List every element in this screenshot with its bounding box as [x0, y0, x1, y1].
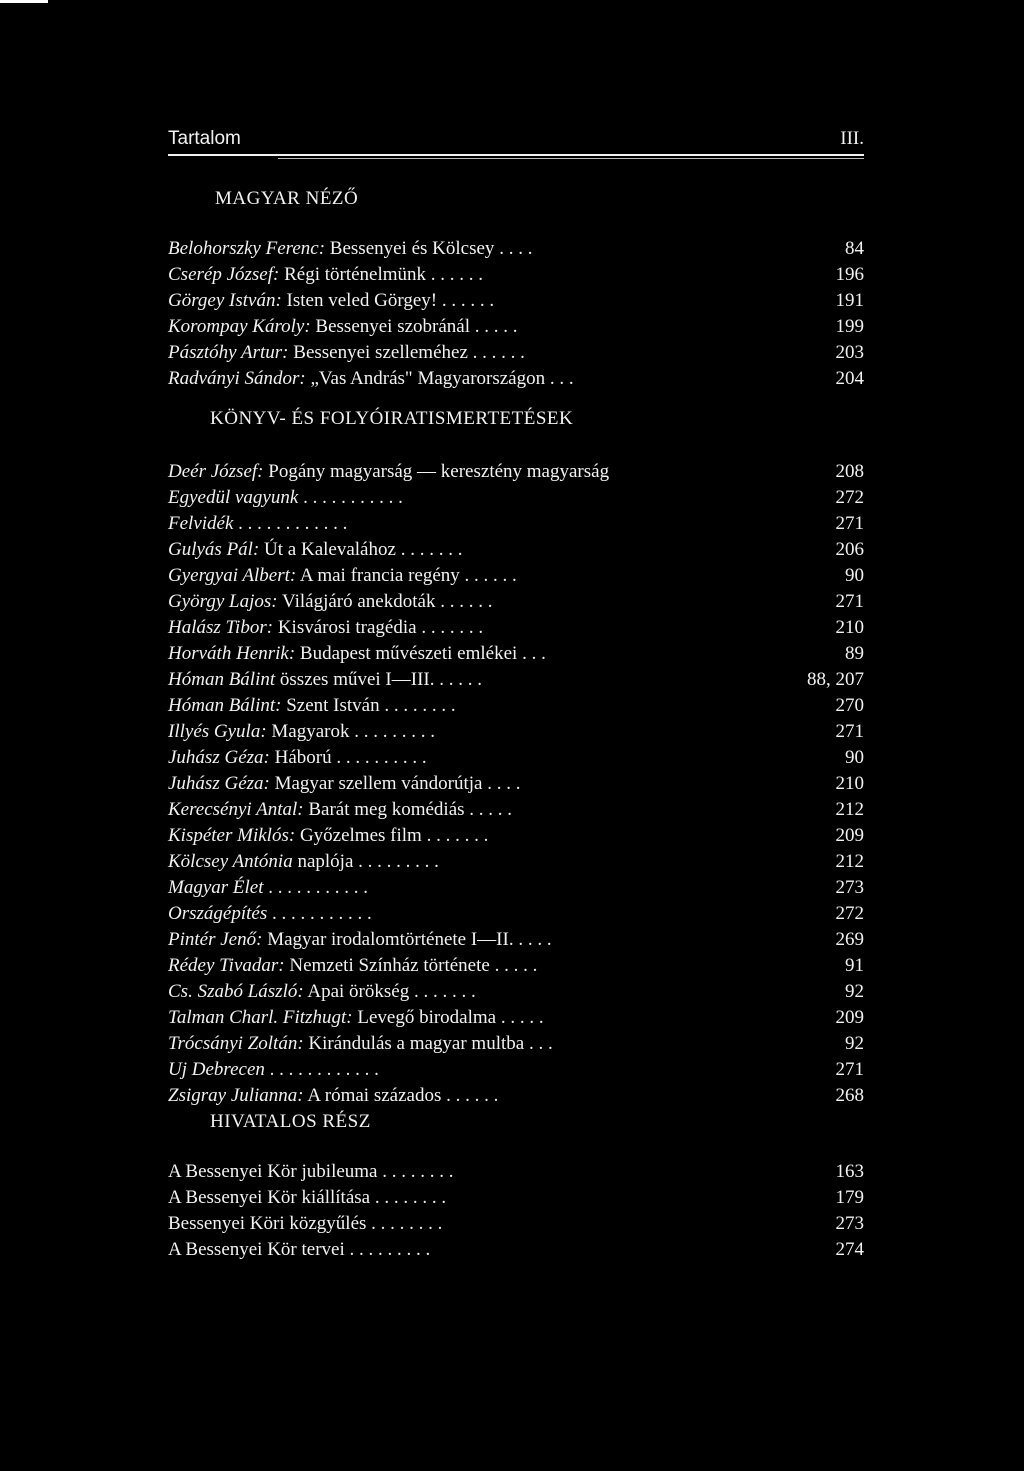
- entry-page-number: 271: [835, 591, 864, 612]
- entry-text: [168, 693, 456, 719]
- entry-text: [168, 563, 517, 589]
- entry-title: naplója: [292, 851, 354, 872]
- entry-author: Talman Charl. Fitzhugt:: [168, 1007, 353, 1028]
- entry-page-number: 274: [835, 1239, 864, 1260]
- entry-author: Cs. Szabó László:: [168, 981, 304, 1002]
- entry-title: Pogány magyarság — keresztény magyarság: [263, 461, 610, 482]
- entry-text: [168, 288, 494, 314]
- entry-leader-dots: . . . . . .: [435, 591, 493, 612]
- toc-entry: [168, 314, 864, 340]
- entry-text: [168, 1237, 430, 1263]
- entry-leader-dots: . . . . . . . . . . . .: [233, 513, 348, 534]
- entry-title: A római százados: [303, 1085, 442, 1106]
- entry-text: [168, 1083, 498, 1109]
- toc-entry: [168, 1005, 864, 1031]
- toc-list-hivatalos: [168, 1159, 864, 1263]
- entry-leader-dots: . . . . .: [489, 955, 538, 976]
- entry-page-number: 196: [835, 264, 864, 285]
- entry-author: Görgey István:: [168, 290, 282, 311]
- toc-entry: [168, 849, 864, 875]
- entry-text: [168, 459, 609, 485]
- entry-leader-dots: . . . . . . . .: [366, 1213, 443, 1234]
- entry-leader-dots: . . . . .: [470, 316, 518, 337]
- toc-entry: [168, 236, 864, 262]
- entry-leader-dots: . . . . . .: [426, 264, 484, 285]
- entry-page-number: 90: [845, 747, 864, 768]
- section-title-magyar-nezo: MAGYAR NÉZŐ: [215, 188, 359, 209]
- entry-author: Uj Debrecen: [168, 1059, 265, 1080]
- entry-author: Felvidék: [168, 513, 234, 534]
- toc-entry: [168, 927, 864, 953]
- entry-leader-dots: . . . . . . . .: [377, 1161, 454, 1182]
- entry-page-number: 179: [835, 1187, 864, 1208]
- entry-text: [168, 262, 483, 288]
- entry-text: [168, 823, 488, 849]
- entry-leader-dots: . . . . . . . . . . .: [263, 877, 369, 898]
- entry-author: Kispéter Miklós:: [168, 825, 296, 846]
- header-rule: [168, 154, 864, 156]
- toc-entry: [168, 563, 864, 589]
- entry-title: Bessenyei szobránál: [310, 316, 471, 337]
- entry-text: [168, 641, 546, 667]
- entry-author: Magyar Élet: [168, 877, 264, 898]
- toc-entry: [168, 537, 864, 563]
- entry-page-number: 89: [845, 643, 864, 664]
- entry-leader-dots: . . . . .: [464, 799, 513, 820]
- entry-author: Halász Tibor:: [168, 617, 274, 638]
- entry-author: Kölcsey Antónia: [168, 851, 293, 872]
- toc-entry: [168, 641, 864, 667]
- entry-leader-dots: . . . .: [482, 773, 521, 794]
- entry-text: [168, 511, 347, 537]
- entry-title: Kisvárosi tragédia: [273, 617, 417, 638]
- toc-entry: [168, 485, 864, 511]
- entry-page-number: 271: [835, 721, 864, 742]
- entry-text: [168, 849, 439, 875]
- entry-text: [168, 485, 403, 511]
- entry-title: Bessenyei és Kölcsey: [325, 238, 495, 259]
- entry-title: Világjáró anekdoták: [277, 591, 436, 612]
- entry-author: György Lajos:: [168, 591, 278, 612]
- entry-leader-dots: . . . . . . . . .: [344, 1239, 431, 1260]
- entry-page-number: 204: [835, 368, 864, 389]
- entry-leader-dots: . . . . .: [434, 669, 482, 690]
- entry-page-number: 210: [835, 773, 864, 794]
- entry-text: [168, 771, 520, 797]
- toc-entry: [168, 719, 864, 745]
- header-title: Tartalom: [168, 128, 241, 149]
- entry-page-number: 270: [835, 695, 864, 716]
- entry-text: [168, 1057, 379, 1083]
- toc-entry: [168, 1159, 864, 1185]
- entry-author: Gyergyai Albert:: [168, 565, 297, 586]
- entry-title: A Bessenyei Kör tervei: [168, 1239, 345, 1260]
- entry-title: A Bessenyei Kör jubileuma: [168, 1161, 378, 1182]
- toc-entry: [168, 615, 864, 641]
- toc-entry: [168, 667, 864, 693]
- entry-page-number: 273: [835, 1213, 864, 1234]
- entry-author: Illyés Gyula:: [168, 721, 267, 742]
- entry-page-number: 272: [835, 487, 864, 508]
- entry-text: [168, 745, 427, 771]
- toc-entry: [168, 1211, 864, 1237]
- entry-leader-dots: . . .: [517, 643, 546, 664]
- entry-leader-dots: . . . . . . . . . . .: [298, 487, 403, 508]
- section-title-hivatalos: HIVATALOS RÉSZ: [210, 1111, 371, 1132]
- entry-page-number: 268: [835, 1085, 864, 1106]
- entry-title: Szent István: [281, 695, 380, 716]
- entry-author: Kerecsényi Antal:: [168, 799, 304, 820]
- toc-entry: [168, 288, 864, 314]
- entry-leader-dots: . . . . . . . .: [370, 1187, 447, 1208]
- toc-entry: [168, 340, 864, 366]
- entry-page-number: 92: [845, 981, 864, 1002]
- entry-title: Út a Kalevalához: [259, 539, 396, 560]
- entry-title: Bessenyei szelleméhez: [288, 342, 468, 363]
- entry-text: [168, 875, 368, 901]
- toc-entry: [168, 1185, 864, 1211]
- entry-title: Budapest művészeti emlékei: [295, 643, 518, 664]
- entry-leader-dots: . . . . . . . . . .: [331, 747, 427, 768]
- entry-author: Hóman Bálint:: [168, 695, 282, 716]
- section-title-konyv: KÖNYV- ÉS FOLYÓIRATISMERTETÉSEK: [210, 408, 574, 429]
- entry-text: [168, 615, 483, 641]
- entry-text: [168, 366, 574, 392]
- entry-leader-dots: . . . . .: [496, 1007, 544, 1028]
- entry-leader-dots: . . . .: [494, 238, 533, 259]
- toc-entry: [168, 1237, 864, 1263]
- entry-title: A mai francia regény: [296, 565, 460, 586]
- entry-title: Kirándulás a magyar multba: [303, 1033, 525, 1054]
- entry-author: Trócsányi Zoltán:: [168, 1033, 304, 1054]
- entry-text: [168, 979, 476, 1005]
- entry-title: Barát meg komédiás: [303, 799, 465, 820]
- entry-leader-dots: . . . . . .: [437, 290, 495, 311]
- toc-list-konyv: [168, 459, 864, 1109]
- entry-text: [168, 667, 482, 693]
- toc-entry: [168, 589, 864, 615]
- entry-text: [168, 589, 492, 615]
- entry-author: Horváth Henrik:: [168, 643, 296, 664]
- entry-page-number: 273: [835, 877, 864, 898]
- entry-title: Isten veled Görgey!: [281, 290, 438, 311]
- entry-leader-dots: . . . . . . . . .: [349, 721, 435, 742]
- entry-text: [168, 537, 462, 563]
- toc-entry: [168, 459, 864, 485]
- entry-leader-dots: . . . . . . . .: [379, 695, 456, 716]
- entry-page-number: 203: [835, 342, 864, 363]
- entry-author: Rédey Tivadar:: [168, 955, 285, 976]
- entry-title: A Bessenyei Kör kiállítása: [168, 1187, 371, 1208]
- toc-entry: [168, 693, 864, 719]
- entry-title: összes művei I—III.: [275, 669, 435, 690]
- entry-leader-dots: . . . . . . . . . . .: [267, 903, 372, 924]
- toc-list-magyar-nezo: [168, 236, 864, 392]
- entry-text: [168, 236, 532, 262]
- entry-author: Pintér Jenő:: [168, 929, 263, 950]
- entry-leader-dots: . . . . . . .: [409, 981, 476, 1002]
- entry-title: Győzelmes film: [295, 825, 422, 846]
- toc-entry: [168, 1031, 864, 1057]
- entry-page-number: 90: [845, 565, 864, 586]
- entry-page-number: 272: [835, 903, 864, 924]
- entry-page-number: 271: [835, 1059, 864, 1080]
- toc-entry: [168, 953, 864, 979]
- entry-page-number: 208: [835, 461, 864, 482]
- entry-text: [168, 1185, 446, 1211]
- entry-title: Magyar irodalomtörténete I—II.: [262, 929, 514, 950]
- entry-leader-dots: . . . . . . . . . . . .: [264, 1059, 379, 1080]
- entry-leader-dots: . . . . . . .: [395, 539, 463, 560]
- entry-title: Nemzeti Színház története: [284, 955, 490, 976]
- entry-author: Gulyás Pál:: [168, 539, 260, 560]
- entry-author: Belohorszky Ferenc:: [168, 238, 326, 259]
- entry-text: [168, 953, 537, 979]
- entry-page-number: 212: [835, 799, 864, 820]
- entry-author: Korompay Károly:: [168, 316, 311, 337]
- entry-title: Levegő birodalma: [352, 1007, 497, 1028]
- entry-page-number: 209: [835, 825, 864, 846]
- entry-text: [168, 901, 372, 927]
- scan-edge-mark: [0, 0, 48, 3]
- entry-leader-dots: . . . . . .: [441, 1085, 499, 1106]
- entry-page-number: 212: [835, 851, 864, 872]
- entry-leader-dots: . . . .: [513, 929, 552, 950]
- toc-entry: [168, 745, 864, 771]
- entry-author: Juhász Géza:: [168, 747, 270, 768]
- entry-page-number: 210: [835, 617, 864, 638]
- entry-page-number: 84: [845, 238, 864, 259]
- header-rule-secondary: [278, 158, 864, 159]
- entry-title: „Vas András" Magyarországon: [305, 368, 546, 389]
- entry-page-number: 88, 207: [807, 669, 864, 690]
- entry-leader-dots: . . . . . .: [459, 565, 517, 586]
- entry-title: Háború: [269, 747, 332, 768]
- entry-author: Egyedül vagyunk: [168, 487, 299, 508]
- toc-entry: [168, 771, 864, 797]
- entry-leader-dots: . . . . . . .: [416, 617, 484, 638]
- entry-title: Magyarok: [266, 721, 350, 742]
- entry-text: [168, 1005, 544, 1031]
- entry-text: [168, 340, 525, 366]
- entry-leader-dots: . . .: [524, 1033, 553, 1054]
- entry-leader-dots: . . . . . .: [467, 342, 525, 363]
- entry-author: Deér József:: [168, 461, 264, 482]
- toc-entry: [168, 511, 864, 537]
- entry-author: Radványi Sándor:: [168, 368, 306, 389]
- entry-page-number: 199: [835, 316, 864, 337]
- entry-page-number: 209: [835, 1007, 864, 1028]
- entry-author: Pásztóhy Artur:: [168, 342, 289, 363]
- entry-title: Bessenyei Köri közgyűlés: [168, 1213, 367, 1234]
- entry-text: [168, 719, 435, 745]
- page-number: III.: [840, 128, 864, 149]
- toc-entry: [168, 366, 864, 392]
- toc-entry: [168, 875, 864, 901]
- entry-author: Cserép József:: [168, 264, 280, 285]
- entry-author: Juhász Géza:: [168, 773, 270, 794]
- entry-title: Régi történelmünk: [279, 264, 427, 285]
- toc-entry: [168, 262, 864, 288]
- toc-entry: [168, 1057, 864, 1083]
- toc-entry: [168, 823, 864, 849]
- entry-author: Hóman Bálint: [168, 669, 276, 690]
- entry-page-number: 191: [835, 290, 864, 311]
- entry-page-number: 163: [835, 1161, 864, 1182]
- toc-entry: [168, 901, 864, 927]
- entry-text: [168, 314, 518, 340]
- toc-entry: [168, 797, 864, 823]
- entry-page-number: 269: [835, 929, 864, 950]
- toc-entry: [168, 979, 864, 1005]
- entry-text: [168, 797, 512, 823]
- entry-title: Apai örökség: [303, 981, 410, 1002]
- entry-page-number: 92: [845, 1033, 864, 1054]
- entry-page-number: 91: [845, 955, 864, 976]
- entry-text: [168, 1031, 553, 1057]
- entry-title: Magyar szellem vándorútja: [269, 773, 483, 794]
- page-header: [168, 128, 864, 160]
- entry-leader-dots: . . .: [545, 368, 574, 389]
- toc-entry: [168, 1083, 864, 1109]
- entry-author: Országépítés: [168, 903, 268, 924]
- entry-page-number: 271: [835, 513, 864, 534]
- entry-leader-dots: . . . . . . .: [421, 825, 489, 846]
- entry-author: Zsigray Julianna:: [168, 1085, 304, 1106]
- entry-leader-dots: . . . . . . . . .: [353, 851, 439, 872]
- entry-text: [168, 927, 552, 953]
- entry-text: [168, 1211, 442, 1237]
- entry-page-number: 206: [835, 539, 864, 560]
- entry-text: [168, 1159, 454, 1185]
